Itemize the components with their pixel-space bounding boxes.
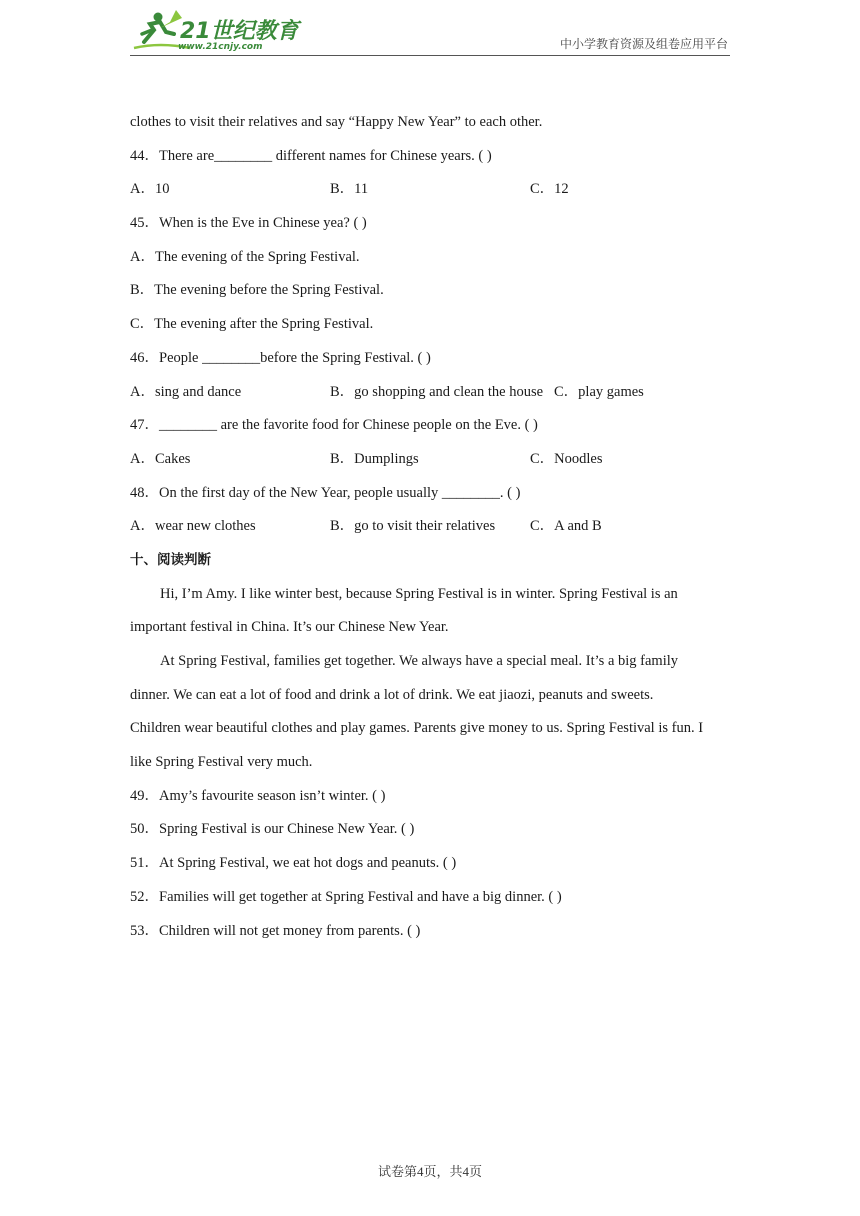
question-45: 45．When is the Eve in Chinese yea? ( ) [130,215,367,232]
option-c: C．12 [530,181,569,198]
question-53: 53．Children will not get money from parents. ( ) [130,922,421,939]
question-44: 44．There are________ different names for Chinese years. ( ) [130,147,492,164]
option-c: C．A and B [530,518,602,535]
option-a: A．sing and dance [130,383,242,400]
header-divider [130,55,730,56]
question-47: 47．________ are the favorite food for Chinese people on the Eve. ( ) [130,417,538,434]
passage-line: clothes to visit their relatives and say “Happy New Year” to each other. [130,114,543,130]
options-46 [130,382,740,416]
passage-line: like Spring Festival very much. [130,754,313,771]
options-48 [130,516,740,550]
options-44 [130,179,740,213]
option-b: B．go shopping and clean the house [330,383,544,400]
option-b: B．Dumplings [330,450,419,467]
option-b: B．The evening before the Spring Festival. [130,282,384,299]
logo-text: 21世纪教育 [180,19,299,44]
logo-21cnjy [130,8,305,52]
page-header [130,8,730,56]
option-c: C．The evening after the Spring Festival. [130,316,374,333]
question-52: 52．Families will get together at Spring Festival and have a big dinner. ( ) [130,888,562,905]
option-a: A．The evening of the Spring Festival. [130,248,360,265]
exam-content [130,112,740,954]
passage-line: Children wear beautiful clothes and play games. Parents give money to us. Spring Festival is fun. I [130,720,704,737]
passage-line: Hi, I’m Amy. I like winter best, because Spring Festival is in winter. Spring Festival is an [160,585,678,602]
site-name: 中小学教育资源及组卷应用平台 [559,37,728,51]
passage-line: dinner. We can eat a lot of food and drink a lot of drink. We eat jiaozi, peanuts and sweets. [130,686,654,703]
section-heading: 十、阅读判断 [130,551,211,568]
page-footer: 试卷第4页，共4页 [377,1164,482,1179]
options-47 [130,449,740,483]
question-51: 51．At Spring Festival, we eat hot dogs and peanuts. ( ) [130,855,457,872]
question-50: 50．Spring Festival is our Chinese New Year. ( ) [130,821,415,838]
question-48: 48．On the first day of the New Year, people usually ________. ( ) [130,484,521,501]
option-a: A．Cakes [130,450,191,467]
question-46: 46．People ________before the Spring Festival. ( ) [130,349,431,366]
option-c: C．Noodles [530,450,603,467]
option-a: A．10 [130,181,170,198]
question-49: 49．Amy’s favourite season isn’t winter. ( ) [130,787,386,804]
option-a: A．wear new clothes [130,518,256,535]
logo-url: www.21cnjy.com [178,42,263,52]
passage-line: important festival in China. It’s our Chinese New Year. [130,619,449,636]
passage-line: At Spring Festival, families get together. We always have a special meal. It’s a big family [160,653,679,669]
option-b: B．11 [330,181,369,198]
option-b: B．go to visit their relatives [330,518,496,535]
option-c: C．play games [554,383,644,400]
